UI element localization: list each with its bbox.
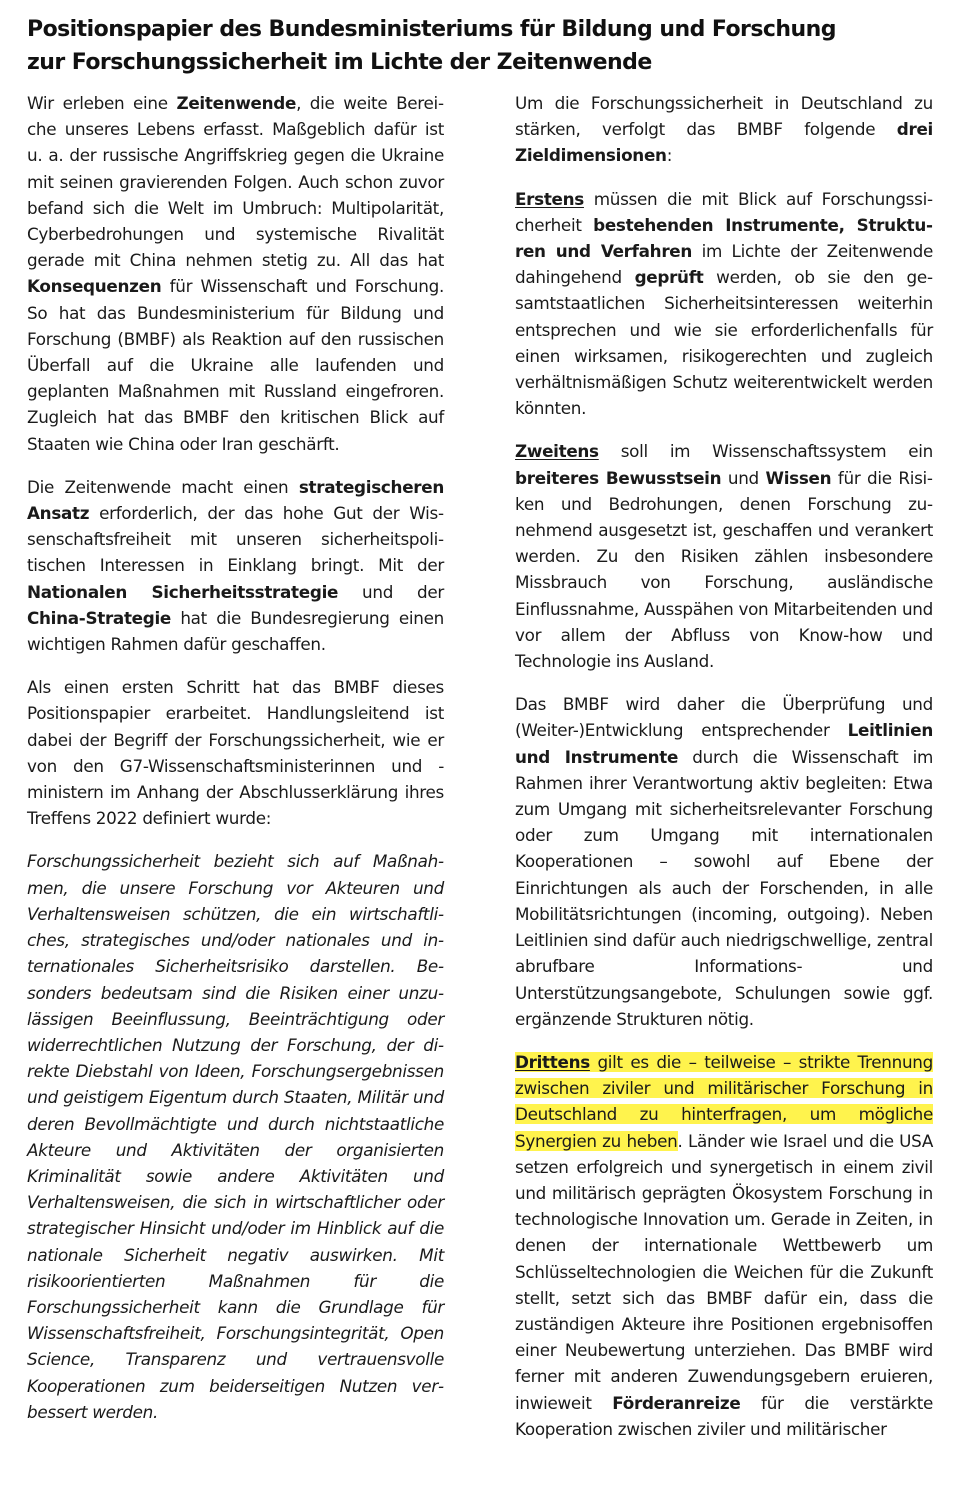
- document-title: [27, 13, 937, 79]
- left-column: [27, 90, 444, 1442]
- text-run: Das BMBF wird daher die Überprüfung und (Weiter-)Entwicklung entsprechender: [515, 694, 933, 741]
- text-run: :: [666, 145, 673, 166]
- bold-term: drei Zieldimensionen: [515, 119, 933, 166]
- text-run: , die weite Bereiche unseres Lebens erfasst. Maßgeblich dafür ist u. a. der russische Angriffskrieg gegen die Ukraine mit seinen gravierenden Folgen. Auch schon zuvor befand sich die Welt im Umbruch: Multipolarität, Cyberbedrohungen und systemische Rivalität gerade mit China nehmen stetig zu. All das hat: [27, 93, 444, 271]
- text-run: durch die Wissenschaft im Rahmen ihrer Verantwortung aktiv begleiten: Etwa zum Umgang mit sicherheitsrelevanter Forschung oder zum Umgang mit internationalen Kooperationen – sowohl auf Ebene der Einrichtungen als auch der Forschenden, in alle Mobilitätsrichtungen (incoming, outgoing). Neben Leitlinien sind dafür auch niedrigschwellige, zentral abrufbare Informations- und Unterstützungsangebote, Schulungen sowie ggf. ergänzende Strukturen nötig.: [515, 746, 934, 1029]
- highlighted-text: gilt es die – teilweise – strikte Trennung zwischen ziviler und militärischer Forschung in Deutschland zu hinterfragen, um mögliche Synergien zu heben: [515, 1051, 933, 1151]
- paragraph-zeitenwende: [27, 90, 444, 457]
- text-run: soll im Wissenschaftssystem ein: [598, 441, 933, 462]
- text-run: und der: [338, 581, 444, 602]
- paragraph-goal-dimensions: [515, 90, 933, 169]
- enumeration-label: Zweitens: [515, 441, 599, 462]
- text-run: Wir erleben eine: [27, 93, 177, 113]
- bold-term: China-Strategie: [27, 607, 172, 628]
- enumeration-label: Drittens: [515, 1051, 590, 1072]
- title-line-2: zur Forschungssicherheit im Lichte der Zeitenwende: [27, 50, 652, 75]
- text-run: müssen die mit Blick auf Forschungssicherheit: [515, 188, 933, 235]
- bold-term: Konsequenzen: [27, 276, 162, 297]
- text-run: werden, ob sie den gesamtstaatlichen Sicherheitsinteressen weiterhin entsprechen und wie sie erforderlichenfalls für einen wirksamen, risikogerechten und zugleich verhältnismäßigen Schutz weiterentwickelt werden könnten.: [515, 267, 933, 419]
- text-run: . Länder wie Israel und die USA setzen erfolgreich und synergetisch in einem zivil und militärisch geprägten Ökosystem Forschung in technologische Innovation um. Gerade in Zeiten, in denen der internationale Wettbewerb um Schlüsseltechnologien die Weichen für die Zukunft stellt, setzt sich das BMBF dafür ein, dass die zuständigen Akteure ihre Positionen ergebnisoffen einer Neubewertung unterziehen. Das BMBF wird ferner mit anderen Zuwendungsgebern eruieren, inwieweit: [515, 1130, 934, 1413]
- bold-term: strategischeren Ansatz: [27, 476, 444, 524]
- bold-term: breiteres Bewusstsein: [515, 467, 722, 488]
- text-run: Um die Forschungssicherheit in Deutschland zu stärken, verfolgt das BMBF folgende: [515, 93, 933, 140]
- paragraph-zweitens: [515, 438, 933, 674]
- definition-quote: Forschungssicherheit bezieht sich auf Maßnahmen, die unsere Forschung vor Akteuren und Verhaltensweisen schützen, die ein wirtschaftliches, strategisches und/oder nationales und internationales Sicherheitsrisiko darstellen. Besonders bedeutsam sind die Risiken einer unzulässigen Beeinflussung, Beeinträchtigung oder widerrechtlichen Nutzung der Forschung, der direkte Diebstahl von Ideen, Forschungsergebnissen und geistigem Eigentum durch Staaten, Militär und deren Bevollmächtigte und durch nichtstaatliche Akteure und Aktivitäten der organisierten Kriminalität sowie andere Aktivitäten und Verhaltensweisen, die sich in wirtschaftlicher oder strategischer Hinsicht und/oder im Hinblick auf die nationale Sicherheit negativ auswirken. Mit risikoorientierten Maßnahmen für die Forschungssicherheit kann die Grundlage für Wissenschaftsfreiheit, Forschungsintegrität, Open Science, Transparenz und vertrauensvolle Kooperationen zum beiderseitigen Nutzen verbessert werden.: [27, 851, 444, 1422]
- title-line-1: Positionspapier des Bundesministeriums für Bildung und Forschung: [27, 17, 836, 42]
- paragraph-drittens: [515, 1049, 933, 1442]
- paragraph-first-step: Als einen ersten Schritt hat das BMBF dieses Positionspapier erarbeitet. Handlungsleitend ist dabei der Begriff der Forschungssicherheit, wie er von den G7-Wissenschaftsministerinnen und -ministern im Anhang der Abschlusserklärung ihres Treffens 2022 definiert wurde:: [27, 677, 444, 829]
- right-column: [515, 90, 933, 1459]
- bold-term: Förderanreize: [612, 1392, 741, 1413]
- paragraph-strategic-approach: [27, 474, 444, 657]
- paragraph-erstens: [515, 186, 933, 422]
- bold-term: Leitlinien und Instrumente: [515, 720, 933, 767]
- text-run: für die verstärkte Kooperation zwischen ziviler und militärischer: [515, 1392, 933, 1439]
- text-run: für Wissenschaft und Forschung. So hat das Bundesministerium für Bildung und Forschung (BMBF) als Reaktion auf den russischen Überfall auf die Ukraine alle laufenden und geplanten Maßnahmen mit Russland eingefroren. Zugleich hat das BMBF den kritischen Blick auf Staaten wie China oder Iran geschärft.: [27, 276, 444, 454]
- text-run: und: [721, 467, 766, 488]
- bold-term: Nationalen Sicherheitsstrategie: [27, 581, 339, 602]
- text-run: hat die Bundesregierung einen wichtigen Rahmen dafür geschaffen.: [27, 607, 444, 655]
- enumeration-label: Erstens: [515, 188, 584, 209]
- text-run: erforderlich, der das hohe Gut der Wissenschaftsfreiheit mit unseren sicherheitspolitischen Interessen in Einklang bringt. Mit der: [27, 503, 444, 576]
- text-run: im Lichte der Zeitenwende dahingehend: [515, 241, 934, 288]
- bold-term: Zeitenwende: [176, 93, 297, 113]
- text-run: Die Zeitenwende macht einen: [27, 476, 299, 497]
- paragraph-guidelines: [515, 691, 933, 1032]
- bold-term: geprüft: [634, 267, 704, 288]
- text-run: für die Risiken und Bedrohungen, denen Forschung zunehmend ausgesetzt ist, geschaffen und verankert werden. Zu den Risiken zählen insbesondere Missbrauch von Forschung, ausländische Einflussnahme, Ausspähen von Mitarbeitenden und vor allem der Abfluss von Know-how und Technologie ins Ausland.: [515, 467, 933, 672]
- bold-term: Wissen: [765, 467, 832, 488]
- bold-term: bestehenden Instrumente, Strukturen und Verfahren: [515, 214, 933, 262]
